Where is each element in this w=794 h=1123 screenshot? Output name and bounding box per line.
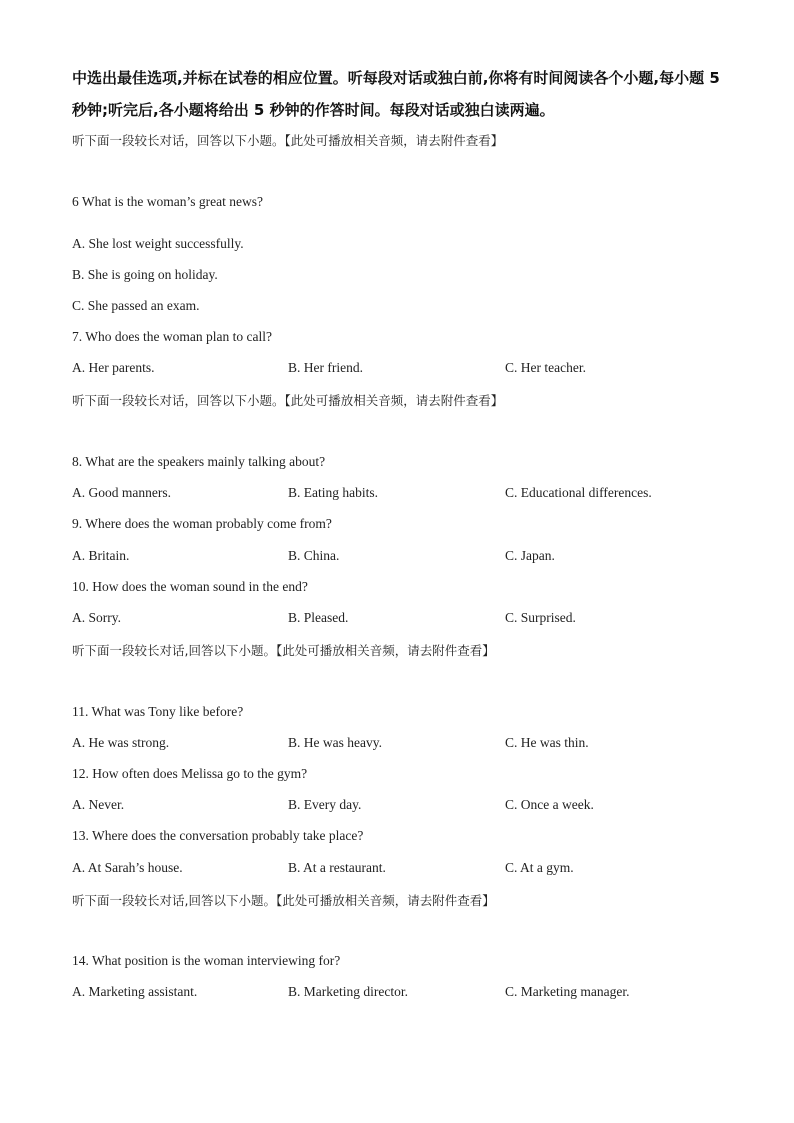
question-6: 6 What is the woman’s great news?	[72, 194, 263, 209]
option-6a: A. She lost weight successfully.	[72, 236, 244, 251]
question-9: 9. Where does the woman probably come from?	[72, 516, 332, 531]
option-13a: A. At Sarah’s house.	[72, 860, 183, 875]
section-instruction: 听下面一段较长对话,回答以下小题。【此处可播放相关音频，请去附件查看】	[72, 643, 495, 658]
question-11: 11. What was Tony like before?	[72, 704, 244, 719]
question-8: 8. What are the speakers mainly talking about?	[72, 454, 326, 469]
option-7a: A. Her parents.	[72, 360, 155, 375]
question-14: 14. What position is the woman interviewing for?	[72, 953, 341, 968]
option-8b: B. Eating habits.	[288, 485, 378, 500]
section-instruction: 听下面一段较长对话，回答以下小题。【此处可播放相关音频，请去附件查看】	[72, 133, 504, 148]
question-7: 7. Who does the woman plan to call?	[72, 329, 272, 344]
option-9a: A. Britain.	[72, 548, 130, 563]
option-12a: A. Never.	[72, 797, 125, 812]
option-7b: B. Her friend.	[288, 360, 363, 375]
option-6c: C. She passed an exam.	[72, 298, 200, 313]
option-11a: A. He was strong.	[72, 735, 170, 750]
option-10a: A. Sorry.	[72, 610, 121, 625]
option-11b: B. He was heavy.	[288, 735, 382, 750]
option-13c: C. At a gym.	[505, 860, 574, 875]
question-12: 12. How often does Melissa go to the gym?	[72, 766, 308, 781]
option-12c: C. Once a week.	[505, 797, 594, 812]
option-9c: C. Japan.	[505, 548, 555, 563]
section-instruction: 听下面一段较长对话,回答以下小题。【此处可播放相关音频，请去附件查看】	[72, 893, 495, 908]
question-10: 10. How does the woman sound in the end?	[72, 579, 308, 594]
option-14a: A. Marketing assistant.	[72, 984, 198, 999]
option-12b: B. Every day.	[288, 797, 362, 812]
option-11c: C. He was thin.	[505, 735, 589, 750]
section-instruction: 听下面一段较长对话，回答以下小题。【此处可播放相关音频，请去附件查看】	[72, 393, 504, 408]
question-13: 13. Where does the conversation probably take place?	[72, 828, 364, 843]
option-8a: A. Good manners.	[72, 485, 171, 500]
option-8c: C. Educational differences.	[505, 485, 652, 500]
option-14c: C. Marketing manager.	[505, 984, 630, 999]
option-10c: C. Surprised.	[505, 610, 576, 625]
option-9b: B. China.	[288, 548, 340, 563]
option-13b: B. At a restaurant.	[288, 860, 386, 875]
instructions-paragraph: 中选出最佳选项,并标在试卷的相应位置。听每段对话或独白前,你将有时间阅读各个小题,每小题 5 秒钟;听完后,各小题将给出 5 秒钟的作答时间。每段对话或独白读两遍。	[72, 69, 720, 119]
option-14b: B. Marketing director.	[288, 984, 408, 999]
option-7c: C. Her teacher.	[505, 360, 586, 375]
option-10b: B. Pleased.	[288, 610, 349, 625]
option-6b: B. She is going on holiday.	[72, 267, 218, 282]
